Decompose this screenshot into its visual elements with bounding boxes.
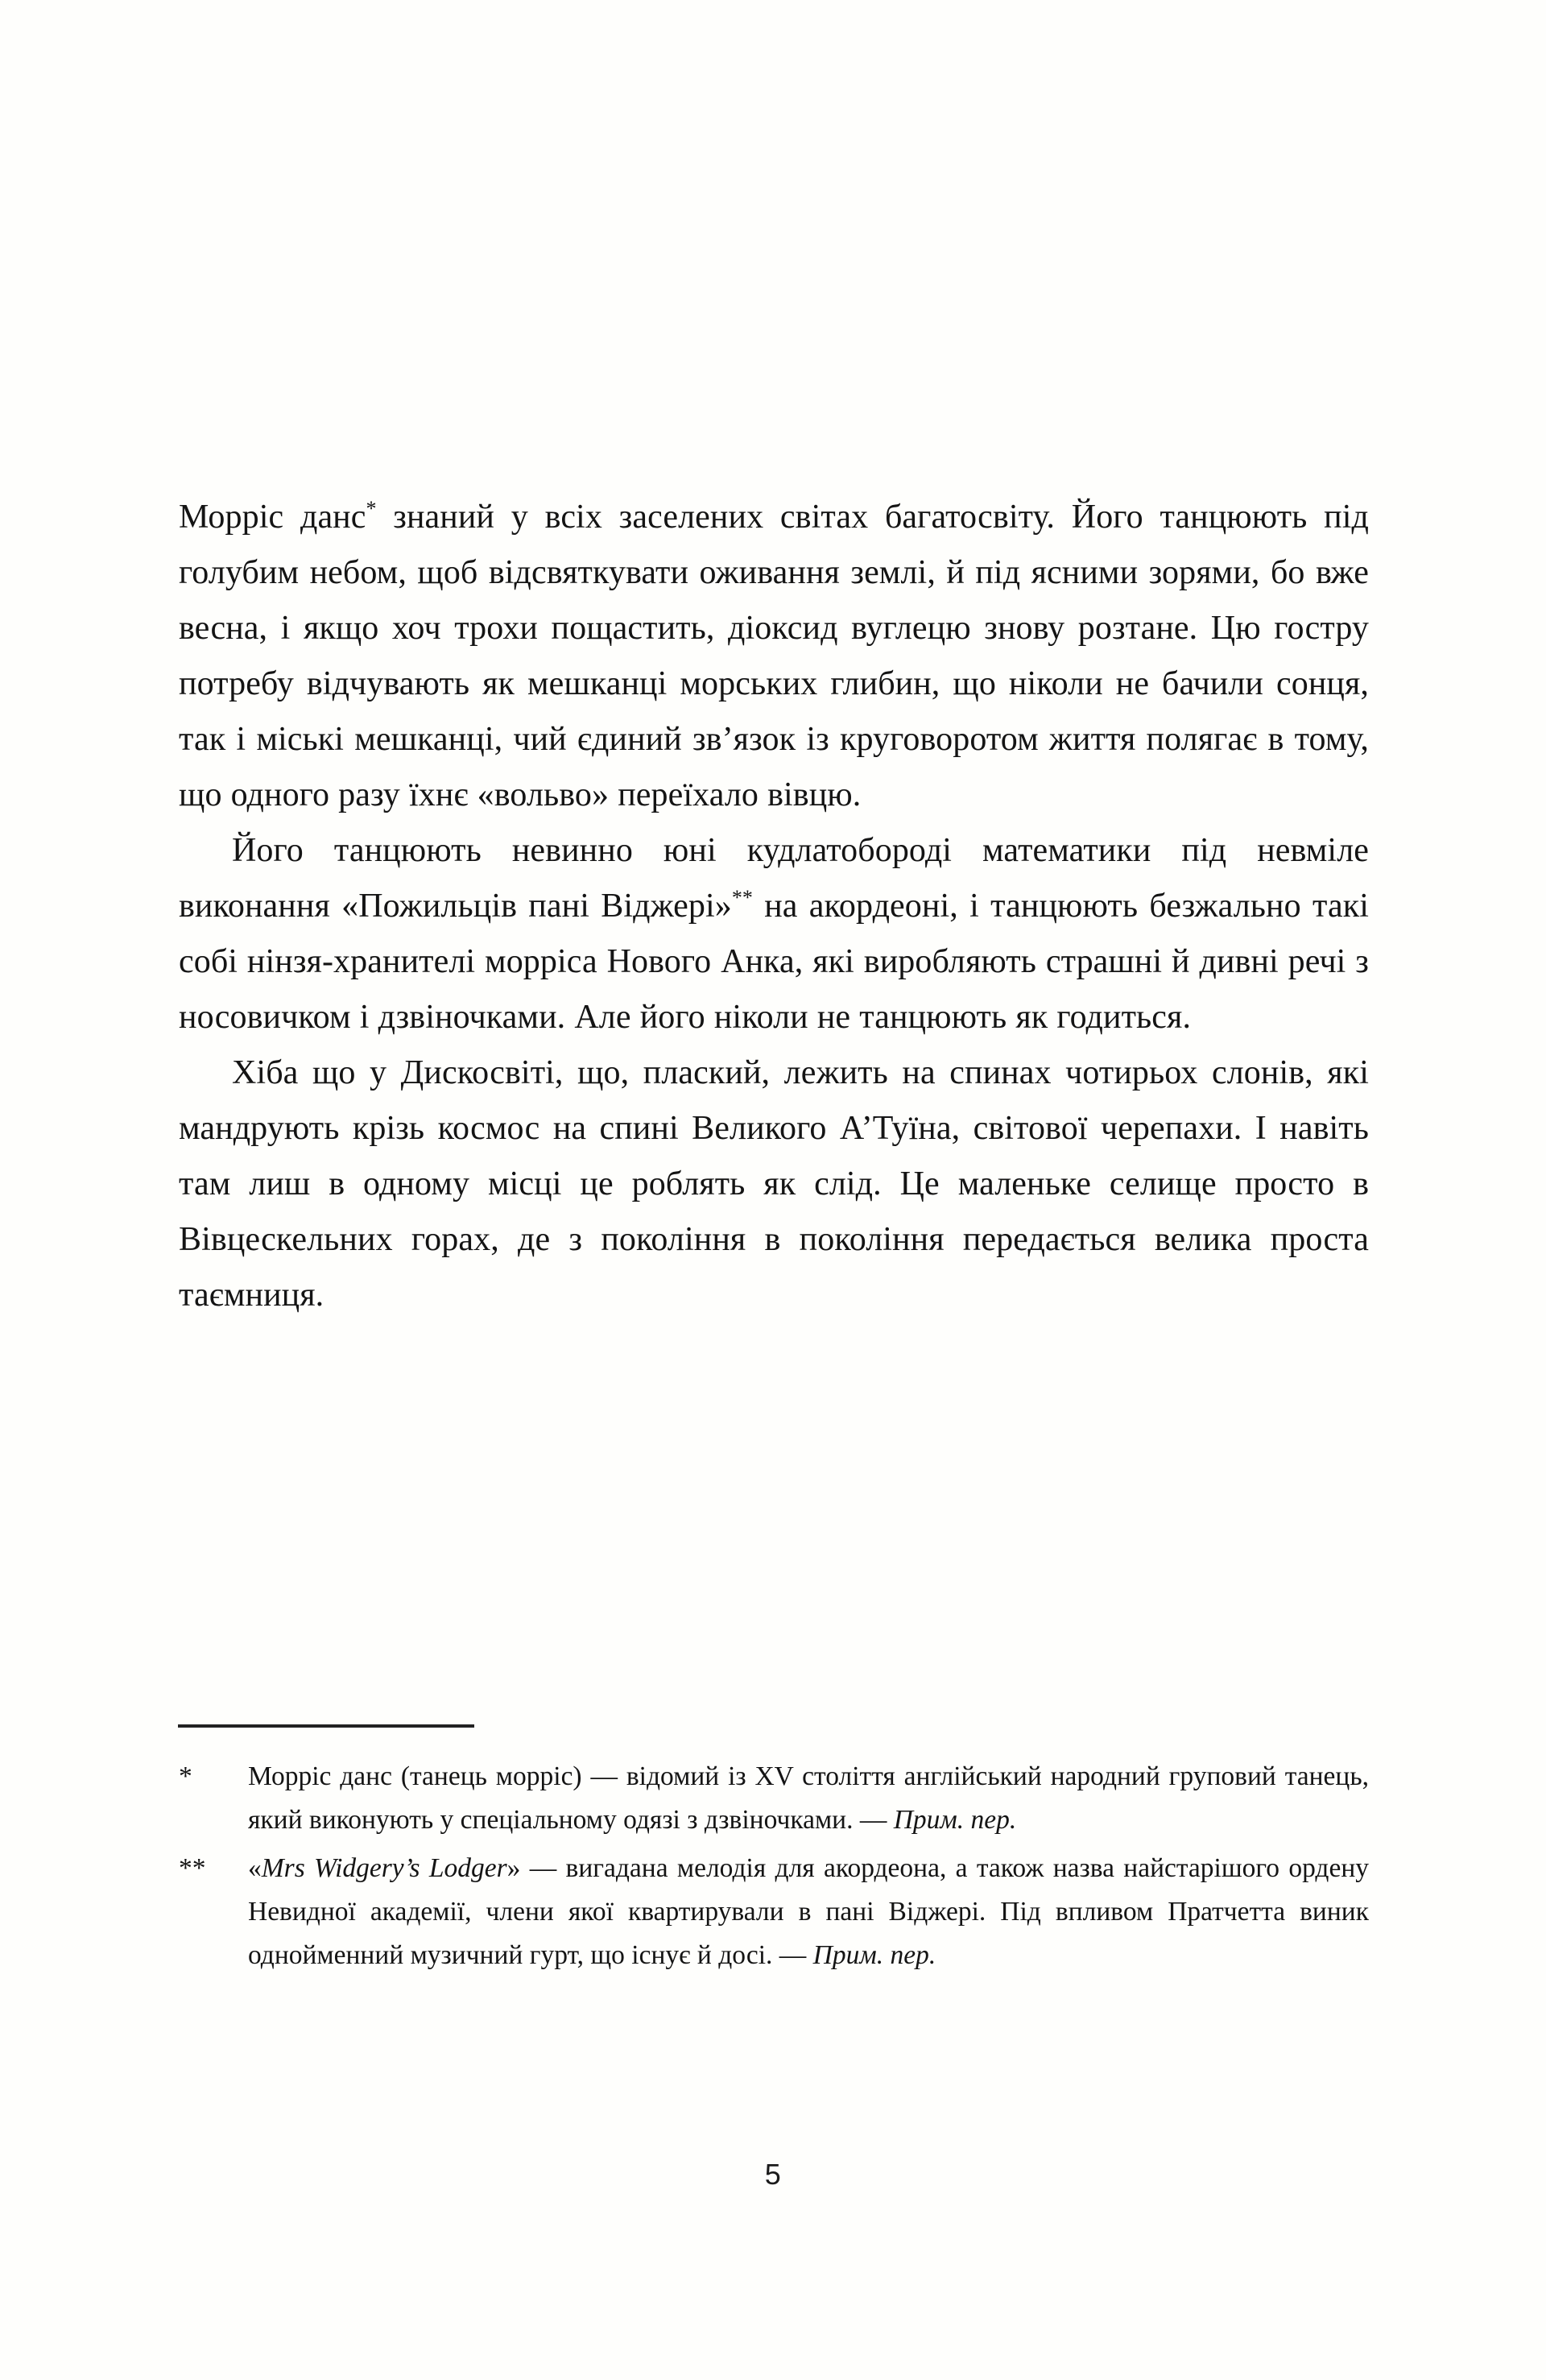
footnote-text [248,1853,1369,1970]
footnote-item [179,1755,1369,1842]
text-run: Морріс данс [179,499,366,536]
text-run: на акордеоні, і танцюють безжально такі собі нінзя-хранителі морріса Нового Анка, які виробляють страшні й дивні речі з носовичком і дзвіночками. Але його ніколи не танцюють як годиться. [179,888,1369,1036]
text-run: знаний у всіх заселених світах багатосвіту. Його танцюють під голубим небом, щоб відсвяткувати оживання землі, й під ясними зорями, бо вже весна, і якщо хоч трохи пощастить, діоксид вуглецю знову розтане. Цю гостру потребу відчувають як мешканці морських глибин, що ніколи не бачили сонця, так і міські мешканці, чий єдиний зв’язок із круговоротом життя полягає в тому, що одного разу їхнє «вольво» переїхало вівцю. [179,499,1369,813]
italic-run: Прим. пер. [893,1805,1017,1835]
paragraph [179,490,1369,823]
page-number: 5 [764,2158,782,2191]
footnote-item [179,1847,1369,1977]
footnote-separator-rule [178,1724,474,1728]
footnote-marker: ** [179,1853,206,1883]
footnote-reference: ** [731,886,753,909]
text-run: » — вигадана мелодія для акордеона, а також назва найстарішого ордену Невидної академії, члени якої квартирували в пані Віджері. Під впливом Пратчетта виник однойменний музичний гурт, що існує й досі. — [248,1853,1369,1970]
footnote-marker: * [179,1761,192,1791]
body-text-block [179,490,1369,1323]
text-run: Хіба що у Дискосвіті, що, плаский, лежить на спинах чотирьох слонів, які мандрують крізь космос на спині Великого А’Туїна, світової черепахи. І навіть там лиш в одному місці це роблять як слід. Це маленьке селище просто в Вівцескельних горах, де з покоління в покоління передається велика проста таємниця. [179,1054,1369,1314]
footnote-text [248,1761,1369,1835]
paragraph [179,1045,1369,1323]
footnote-block [179,1755,1369,1982]
paragraph [179,823,1369,1045]
text-run: Морріс данс (танець морріс) — відомий із XV століття англійський народний груповий танець, який виконують у спеціальному одязі з дзвіночками. — [248,1761,1369,1835]
text-run: « [248,1853,262,1883]
italic-run: Mrs Widgery’s Lodger [261,1853,507,1883]
text-run: Його танцюють невинно юні кудлатобороді математики під невміле виконання «Пожильців пані Віджері» [179,832,1369,925]
italic-run: Прим. пер. [812,1940,936,1970]
footnote-reference: * [366,497,377,520]
